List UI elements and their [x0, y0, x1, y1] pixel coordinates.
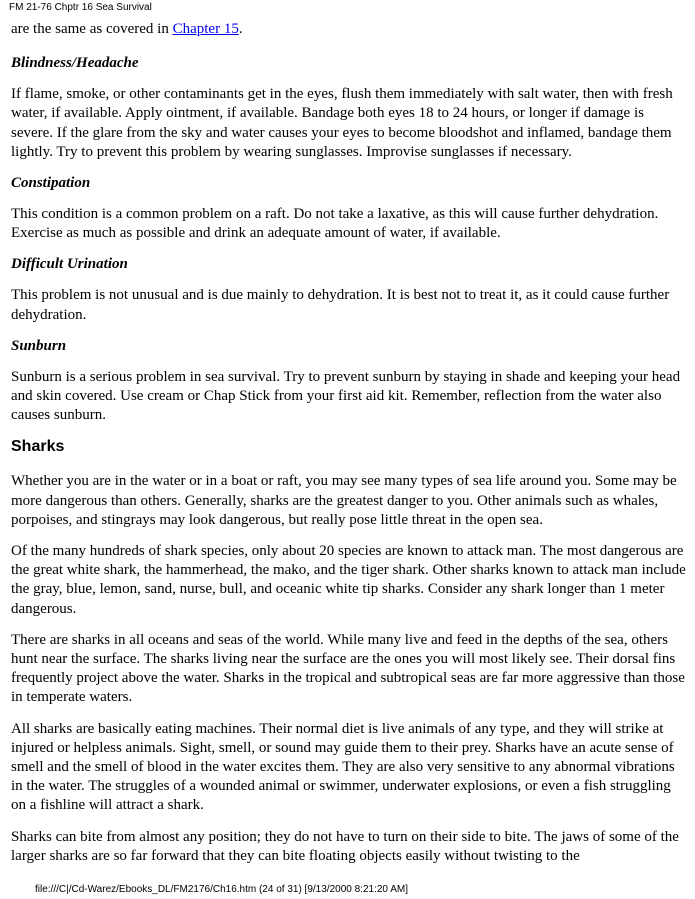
urination-heading: Difficult Urination: [11, 256, 128, 273]
blindness-paragraph: If flame, smoke, or other contaminants get in the eyes, flush them immediately with salt water, then with fresh water, if available. Apply ointment, if available. Bandage both eyes 18 to 24 hours, or longer if damage is severe. If the glare from the sky and water causes your eyes to become bloodshot and inflamed, bandage them lightly. Try to prevent this problem by wearing sunglasses. Improvise sunglasses if necessary.: [11, 86, 673, 160]
sharks-paragraph-2: Of the many hundreds of shark species, only about 20 species are known to attack man. The most dangerous are the great white shark, the hammerhead, the mako, and the tiger shark. Other sharks known to attack man include the gray, blue, lemon, sand, nurse, bull, and oceanic white tip sharks. Consider any shark longer than 1 meter dangerous.: [11, 543, 686, 617]
sharks-heading: Sharks: [11, 438, 65, 456]
blindness-heading: Blindness/Headache: [11, 55, 139, 72]
sharks-paragraph-5: Sharks can bite from almost any position; they do not have to turn on their side to bite. The jaws of some of the larger sharks are so far forward that they can bite floating objects easily without twisting to the: [11, 828, 679, 864]
urination-paragraph: This problem is not unusual and is due mainly to dehydration. It is best not to treat it, as it could cause further dehydration.: [11, 287, 670, 323]
sharks-paragraph-1: Whether you are in the water or in a boat or raft, you may see many types of sea life around you. Some may be more dangerous than others. Generally, sharks are the greatest danger to you. Other animals such as whales, porpoises, and stingrays may look dangerous, but really pose little threat in the open sea.: [11, 473, 677, 528]
constipation-heading: Constipation: [11, 175, 91, 192]
intro-text: are the same as covered in: [11, 21, 173, 37]
constipation-paragraph: This condition is a common problem on a raft. Do not take a laxative, as this will cause further dehydration. Exercise as much as possible and drink an adequate amount of water, if available.: [11, 206, 659, 242]
intro-paragraph: [11, 20, 687, 39]
sunburn-paragraph: Sunburn is a serious problem in sea survival. Try to prevent sunburn by staying in shade and keeping your head and skin covered. Use cream or Chap Stick from your first aid kit. Remember, reflection from the water also causes sunburn.: [11, 368, 681, 424]
sunburn-heading: Sunburn: [11, 337, 67, 354]
sharks-paragraph-3: There are sharks in all oceans and seas of the world. While many live and feed in the depths of the sea, others hunt near the surface. The sharks living near the surface are the ones you will most likely see. Their dorsal fins frequently project above the water. Sharks in the tropical and subtropical seas are far more aggressive than those in temperate waters.: [11, 631, 685, 706]
page-footer: file:///C|/Cd-Warez/Ebooks_DL/FM2176/Ch16.htm (24 of 31) [9/13/2000 8:21:20 AM]: [35, 884, 408, 895]
chapter-15-link[interactable]: Chapter 15: [172, 21, 239, 37]
sharks-paragraph-4: All sharks are basically eating machines. Their normal diet is live animals of any type, and they will strike at injured or helpless animals. Sight, smell, or sound may guide them to their prey. Sharks have an acute sense of smell and the smell of blood in the water excites them. They are also very sensitive to any abnormal vibrations in the water. The struggles of a wounded animal or swimmer, underwater explosions, or even a fish struggling on a fishline will attract a shark.: [11, 720, 675, 814]
document-body: [11, 20, 687, 878]
page-header: FM 21-76 Chptr 16 Sea Survival: [9, 2, 152, 13]
intro-period: .: [238, 21, 243, 37]
